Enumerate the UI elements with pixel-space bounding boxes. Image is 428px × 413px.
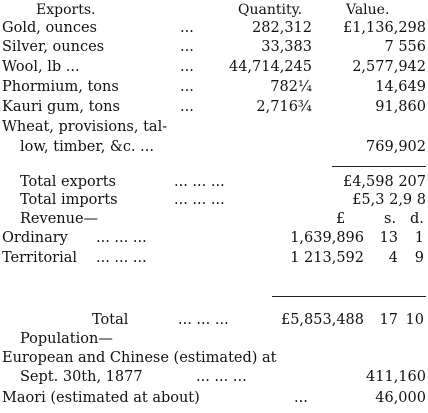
dots: ... ... ...: [174, 192, 225, 208]
exports-column-header: Exports.: [36, 2, 96, 18]
population-european-line1: [0, 349, 428, 367]
revenue-pence: 9: [414, 250, 424, 266]
total-exports-value: £4,598 207: [342, 174, 426, 190]
revenue-pence: 1: [414, 230, 424, 246]
revenue-total-pence: 10: [405, 312, 424, 328]
revenue-pounds: 1 213,592: [290, 250, 364, 266]
export-label: Kauri gum, tons: [2, 99, 120, 115]
total-imports-value: £5,3 2,9 8: [352, 192, 426, 208]
revenue-label: Territorial: [2, 250, 78, 266]
dots: ... ... ...: [174, 174, 225, 190]
export-quantity: 33,383: [261, 39, 312, 55]
revenue-shillings: 13: [379, 230, 398, 246]
revenue-total-pounds: £5,853,488: [280, 312, 364, 328]
dots: ...: [294, 390, 308, 406]
export-value: 769,902: [366, 139, 426, 155]
dots: ... ... ...: [178, 312, 229, 328]
revenue-row-ordinary: [0, 229, 428, 247]
export-value: 7 556: [384, 39, 426, 55]
population-european-date: Sept. 30th, 1877: [20, 369, 143, 385]
shillings-column-header: s.: [384, 211, 397, 227]
revenue-heading: Revenue—: [20, 211, 99, 227]
export-label: Gold, ounces: [2, 20, 98, 36]
dots: ... ... ...: [96, 250, 147, 266]
export-value: 14,649: [375, 79, 426, 95]
population-heading: Population—: [20, 331, 113, 347]
export-row-gold: [0, 19, 428, 37]
dots: ... ... ...: [96, 230, 147, 246]
revenue-total-label: Total: [92, 312, 129, 328]
population-european-value: 411,160: [366, 369, 426, 385]
total-rule: [272, 296, 426, 297]
export-quantity: 2,716¾: [256, 99, 312, 115]
export-quantity: 282,312: [252, 20, 312, 36]
export-row-wool: [0, 58, 428, 76]
export-row-phormium: [0, 78, 428, 96]
subtotal-rule: [332, 166, 426, 167]
revenue-heading-row: [0, 210, 428, 228]
pence-column-header: d.: [410, 211, 424, 227]
population-maori-value: 46,000: [375, 390, 426, 406]
total-exports-label: Total exports: [20, 174, 116, 190]
quantity-column-header: Quantity.: [238, 2, 303, 18]
table-header: [0, 1, 428, 19]
population-european-line2: [0, 368, 428, 386]
revenue-pounds: 1,639,896: [290, 230, 364, 246]
export-label: Wool, lb ...: [2, 59, 80, 75]
export-value: 91,860: [375, 99, 426, 115]
export-row-other-line2: [0, 138, 428, 156]
total-imports-label: Total imports: [20, 192, 118, 208]
export-quantity: 44,714,245: [228, 59, 312, 75]
dots: ... ... ...: [196, 369, 247, 385]
export-value: 2,577,942: [352, 59, 426, 75]
population-maori-row: [0, 389, 428, 407]
population-maori-label: Maori (estimated at about): [2, 390, 200, 406]
revenue-total-row: [0, 311, 428, 329]
export-label: Wheat, provisions, tal-: [2, 119, 168, 135]
revenue-total-shillings: 17: [379, 312, 398, 328]
export-row-other-line1: [0, 118, 428, 136]
export-dots: ...: [180, 59, 194, 75]
export-label: Phormium, tons: [2, 79, 119, 95]
pounds-column-header: £: [336, 211, 346, 227]
revenue-row-territorial: [0, 249, 428, 267]
export-dots: ...: [180, 99, 194, 115]
export-label: Silver, ounces: [2, 39, 105, 55]
export-row-silver: [0, 38, 428, 56]
export-dots: ...: [180, 39, 194, 55]
population-european-label: European and Chinese (estimated) at: [2, 350, 277, 366]
export-label: low, timber, &c. ...: [20, 139, 154, 155]
revenue-shillings: 4: [388, 250, 398, 266]
export-quantity: 782¼: [270, 79, 312, 95]
revenue-label: Ordinary: [2, 230, 68, 246]
export-dots: ...: [180, 79, 194, 95]
export-row-kauri: [0, 98, 428, 116]
total-imports-row: [0, 191, 428, 209]
export-value: £1,136,298: [342, 20, 426, 36]
population-heading-row: [0, 330, 428, 348]
export-dots: ...: [180, 20, 194, 36]
value-column-header: Value.: [346, 2, 390, 18]
total-exports-row: [0, 173, 428, 191]
